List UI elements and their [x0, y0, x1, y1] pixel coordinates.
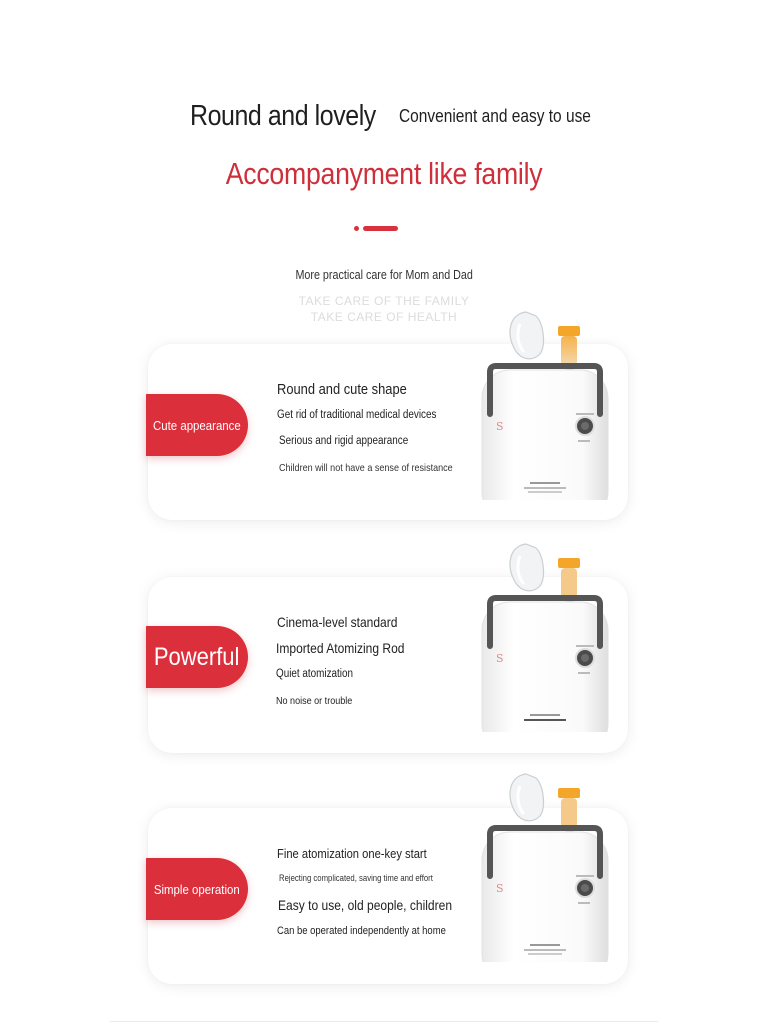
badge-label: Cute appearance [153, 417, 241, 433]
feature-line: Can be operated independently at home [277, 925, 446, 937]
feature-line: Get rid of traditional medical devices [277, 409, 437, 421]
feature-line: No noise or trouble [276, 695, 353, 707]
nebulizer-product-image [470, 772, 620, 962]
badge-label: Simple operation [154, 881, 240, 897]
page-title [0, 156, 768, 192]
feature-line: Imported Atomizing Rod [276, 640, 405, 656]
badge-cute-appearance [146, 394, 248, 456]
faint-tagline-2: TAKE CARE OF HEALTH [310, 310, 458, 324]
feature-line: Children will not have a sense of resistance [279, 462, 453, 474]
subtitle [0, 268, 768, 282]
feature-line: Rejecting complicated, saving time and effort [279, 873, 433, 883]
footer-divider [110, 1021, 658, 1022]
page-title-text: Accompanyment like family [225, 156, 543, 191]
faint-tagline-1: TAKE CARE OF THE FAMILY [298, 294, 470, 308]
feature-line: Easy to use, old people, children [278, 897, 453, 913]
nebulizer-product-image [470, 542, 620, 732]
svg-text:S: S [496, 882, 504, 895]
badge-label: Powerful [154, 642, 240, 671]
feature-line: Fine atomization one-key start [277, 846, 427, 861]
divider-bar [363, 226, 398, 231]
badge-powerful [146, 626, 248, 688]
heading-convenient: Convenient and easy to use [399, 106, 591, 126]
svg-text:S: S [496, 420, 504, 433]
heading-round-and-lovely: Round and lovely [190, 100, 376, 132]
badge-simple-operation [146, 858, 248, 920]
divider-dot [354, 226, 359, 231]
svg-text:S: S [496, 652, 504, 665]
feature-line: Serious and rigid appearance [279, 435, 409, 447]
feature-line: Cinema-level standard [277, 614, 398, 630]
nebulizer-product-image [470, 310, 620, 500]
feature-line: Round and cute shape [277, 381, 407, 398]
subtitle-text: More practical care for Mom and Dad [295, 268, 473, 282]
feature-line: Quiet atomization [276, 668, 353, 680]
